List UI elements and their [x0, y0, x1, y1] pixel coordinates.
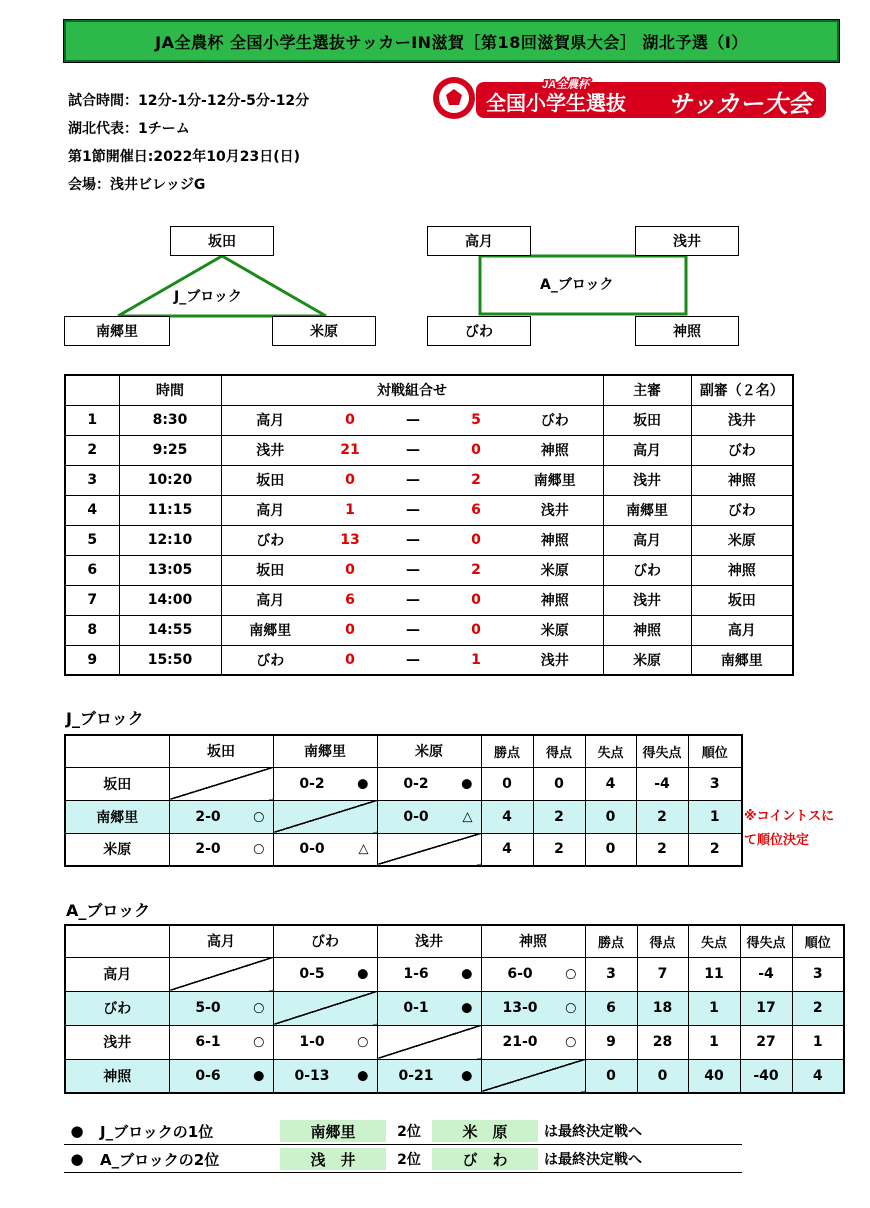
j-block-label: J_ブロック — [174, 289, 242, 305]
standings-col-stat: 得失点 — [740, 925, 792, 957]
match-score: 1-6 — [403, 966, 429, 982]
match-result-cell — [273, 1059, 377, 1093]
match-result-cell — [169, 1059, 273, 1093]
main-referee: 浅井 — [603, 585, 691, 615]
schedule-header-assistant: 副審（２名） — [691, 375, 793, 405]
main-referee: 南郷里 — [603, 495, 691, 525]
final-rank2: 2位 — [397, 1124, 421, 1140]
result-mark-icon: ● — [357, 776, 369, 791]
standings-col-stat: 得失点 — [636, 735, 688, 767]
away-team: 神照 — [507, 435, 603, 465]
final-rank2: 2位 — [397, 1152, 421, 1168]
match-time: 15:50 — [119, 645, 221, 675]
j-standings-table — [64, 734, 743, 867]
home-score: 0 — [319, 465, 381, 495]
info-date: 第1節開催日:2022年10月23日(日) — [68, 149, 301, 165]
final-line-a — [64, 1146, 742, 1173]
standings-col-team: 坂田 — [169, 735, 273, 767]
match-number: 5 — [65, 525, 119, 555]
standings-stat-value: 0 — [481, 767, 533, 800]
match-time: 9:25 — [119, 435, 221, 465]
standings-stat-value: 0 — [533, 767, 585, 800]
a-standings-table — [64, 924, 845, 1094]
standings-col-stat: 順位 — [792, 925, 844, 957]
match-score: 0-5 — [299, 966, 325, 982]
schedule-header-referee: 主審 — [603, 375, 691, 405]
main-referee: 坂田 — [603, 405, 691, 435]
standings-stat-value: 17 — [740, 991, 792, 1025]
match-number: 2 — [65, 435, 119, 465]
standings-col-stat: 失点 — [688, 925, 740, 957]
away-team: 米原 — [507, 615, 603, 645]
standings-stat-value: 2 — [688, 833, 742, 866]
standings-stat-value: 3 — [688, 767, 742, 800]
home-team: 高月 — [221, 585, 319, 615]
result-mark-icon: ● — [357, 966, 369, 982]
standings-stat-value: 11 — [688, 957, 740, 991]
score-dash: — — [381, 465, 445, 495]
schedule-row — [65, 615, 793, 645]
main-referee: びわ — [603, 555, 691, 585]
standings-stat-value: 9 — [585, 1025, 637, 1059]
info-venue: 会場：浅井ビレッジG — [68, 177, 206, 193]
score-dash: — — [381, 645, 445, 675]
match-result-cell — [377, 957, 481, 991]
match-time: 10:20 — [119, 465, 221, 495]
a-table-title: A_ブロック — [66, 901, 151, 920]
schedule-row — [65, 435, 793, 465]
match-score: 0-21 — [398, 1067, 434, 1084]
match-time: 11:15 — [119, 495, 221, 525]
assistant-referees: 浅井 — [691, 405, 793, 435]
result-mark-icon: ○ — [253, 841, 265, 857]
standings-stat-value: 7 — [637, 957, 688, 991]
j-block-team-left: 南郷里 — [64, 316, 170, 346]
away-score: 0 — [445, 435, 507, 465]
standings-stat-value: 18 — [637, 991, 688, 1025]
main-referee: 高月 — [603, 435, 691, 465]
standings-row — [65, 1025, 844, 1059]
standings-row — [65, 800, 742, 833]
standings-team-name: 南郷里 — [65, 800, 169, 833]
standings-col-team: 浅井 — [377, 925, 481, 957]
main-referee: 米原 — [603, 645, 691, 675]
schedule-header-row — [65, 375, 793, 405]
standings-col-team: びわ — [273, 925, 377, 957]
self-match-cell — [273, 800, 377, 833]
self-match-cell — [169, 767, 273, 800]
a-block-team-tl: 高月 — [427, 226, 531, 256]
result-mark-icon: ○ — [357, 1034, 369, 1050]
match-result-cell — [273, 767, 377, 800]
standings-stat-value: 2 — [636, 833, 688, 866]
result-mark-icon: ○ — [565, 1034, 577, 1050]
home-score: 0 — [319, 615, 381, 645]
match-score: 6-1 — [195, 1034, 221, 1050]
home-score: 0 — [319, 645, 381, 675]
schedule-row — [65, 645, 793, 675]
coin-toss-note-2: て順位決定 — [744, 833, 810, 848]
final-team2: び わ — [432, 1148, 538, 1170]
standings-corner — [65, 925, 169, 957]
main-referee: 高月 — [603, 525, 691, 555]
home-score: 1 — [319, 495, 381, 525]
match-number: 6 — [65, 555, 119, 585]
home-team: 南郷里 — [221, 615, 319, 645]
assistant-referees: 米原 — [691, 525, 793, 555]
home-score: 6 — [319, 585, 381, 615]
standings-row — [65, 991, 844, 1025]
final-label: A_ブロックの2位 — [100, 1150, 220, 1169]
standings-stat-value: 3 — [585, 957, 637, 991]
away-team: 浅井 — [507, 645, 603, 675]
score-dash: — — [381, 555, 445, 585]
match-score: 0-2 — [299, 775, 325, 792]
standings-stat-value: 4 — [481, 800, 533, 833]
score-dash: — — [381, 405, 445, 435]
result-mark-icon: ○ — [253, 1000, 265, 1016]
away-team: 神照 — [507, 585, 603, 615]
standings-row — [65, 833, 742, 866]
score-dash: — — [381, 585, 445, 615]
match-result-cell — [169, 1025, 273, 1059]
score-dash: — — [381, 495, 445, 525]
standings-stat-value: -4 — [636, 767, 688, 800]
standings-col-stat: 得点 — [637, 925, 688, 957]
match-number: 1 — [65, 405, 119, 435]
final-suffix: は最終決定戦へ — [544, 1124, 642, 1140]
standings-col-team: 南郷里 — [273, 735, 377, 767]
home-score: 21 — [319, 435, 381, 465]
standings-stat-value: 0 — [585, 800, 636, 833]
standings-col-stat: 得点 — [533, 735, 585, 767]
standings-row — [65, 957, 844, 991]
result-mark-icon: ○ — [253, 1034, 265, 1050]
match-result-cell — [377, 1059, 481, 1093]
assistant-referees: 坂田 — [691, 585, 793, 615]
self-match-cell — [273, 991, 377, 1025]
score-dash: — — [381, 525, 445, 555]
away-team: 南郷里 — [507, 465, 603, 495]
logo-main-text-2: サッカー大会 — [668, 90, 812, 118]
away-team: 米原 — [507, 555, 603, 585]
result-mark-icon: ○ — [253, 809, 265, 824]
result-mark-icon: △ — [358, 841, 369, 857]
match-result-cell — [481, 991, 585, 1025]
match-score: 21-0 — [502, 1034, 538, 1050]
a-block-label: A_ブロック — [540, 277, 614, 293]
match-result-cell — [169, 991, 273, 1025]
standings-col-stat: 勝点 — [481, 735, 533, 767]
away-team: 神照 — [507, 525, 603, 555]
coin-toss-note-1: ※コイントスに — [744, 809, 835, 824]
result-mark-icon: △ — [462, 809, 473, 824]
match-score: 0-2 — [403, 775, 429, 792]
standings-stat-value: 0 — [585, 1059, 637, 1093]
j-block-team-right: 米原 — [272, 316, 376, 346]
match-score: 0-0 — [403, 808, 429, 825]
standings-row — [65, 767, 742, 800]
match-time: 13:05 — [119, 555, 221, 585]
standings-col-stat: 勝点 — [585, 925, 637, 957]
final-label: J_ブロックの1位 — [100, 1122, 214, 1141]
home-team: びわ — [221, 645, 319, 675]
match-number: 9 — [65, 645, 119, 675]
assistant-referees: 神照 — [691, 465, 793, 495]
away-score: 2 — [445, 465, 507, 495]
match-time: 12:10 — [119, 525, 221, 555]
final-suffix: は最終決定戦へ — [544, 1152, 642, 1168]
standings-stat-value: 28 — [637, 1025, 688, 1059]
logo-small-text: JA全農杯 — [542, 79, 590, 91]
match-score: 2-0 — [195, 841, 221, 858]
match-score: 2-0 — [195, 808, 221, 825]
away-team: 浅井 — [507, 495, 603, 525]
home-team: 高月 — [221, 495, 319, 525]
match-score: 0-1 — [403, 1000, 429, 1016]
info-representative: 湖北代表：1チーム — [68, 121, 190, 137]
standings-stat-value: 1 — [688, 991, 740, 1025]
result-mark-icon: ● — [357, 1068, 369, 1084]
standings-team-name: 神照 — [65, 1059, 169, 1093]
bullet-icon: ● — [70, 1150, 84, 1168]
a-block-team-tr: 浅井 — [635, 226, 739, 256]
assistant-referees: 高月 — [691, 615, 793, 645]
away-score: 2 — [445, 555, 507, 585]
schedule-header-matchup: 対戦組合せ — [221, 375, 603, 405]
standings-corner — [65, 735, 169, 767]
standings-stat-value: 0 — [585, 833, 636, 866]
schedule-row — [65, 555, 793, 585]
self-match-cell — [481, 1059, 585, 1093]
standings-col-team: 神照 — [481, 925, 585, 957]
match-result-cell — [377, 767, 481, 800]
home-score: 0 — [319, 405, 381, 435]
match-score: 5-0 — [195, 1000, 221, 1016]
standings-stat-value: 40 — [688, 1059, 740, 1093]
match-result-cell — [273, 1025, 377, 1059]
home-score: 13 — [319, 525, 381, 555]
standings-stat-value: 4 — [585, 767, 636, 800]
standings-team-name: 浅井 — [65, 1025, 169, 1059]
match-result-cell — [169, 800, 273, 833]
standings-stat-value: 6 — [585, 991, 637, 1025]
match-number: 3 — [65, 465, 119, 495]
assistant-referees: 神照 — [691, 555, 793, 585]
match-score: 0-6 — [195, 1067, 221, 1084]
info-match-time: 試合時間：12分-1分-12分-5分-12分 — [68, 93, 310, 109]
score-dash: — — [381, 435, 445, 465]
a-block-team-bl: びわ — [427, 316, 531, 346]
standings-stat-value: 27 — [740, 1025, 792, 1059]
match-result-cell — [377, 991, 481, 1025]
standings-stat-value: 1 — [688, 800, 742, 833]
assistant-referees: びわ — [691, 495, 793, 525]
result-mark-icon: ○ — [565, 966, 577, 982]
self-match-cell — [377, 833, 481, 866]
page-banner: JA全農杯 全国小学生選抜サッカーIN滋賀［第18回滋賀県大会］ 湖北予選（Ⅰ） — [64, 20, 839, 62]
home-team: びわ — [221, 525, 319, 555]
away-score: 0 — [445, 585, 507, 615]
match-result-cell — [273, 833, 377, 866]
logo-main-text: 全国小学生選抜 — [486, 91, 626, 115]
result-mark-icon: ○ — [565, 1000, 577, 1016]
match-time: 8:30 — [119, 405, 221, 435]
standings-col-stat: 順位 — [688, 735, 742, 767]
schedule-row — [65, 405, 793, 435]
standings-stat-value: 3 — [792, 957, 844, 991]
match-number: 4 — [65, 495, 119, 525]
self-match-cell — [169, 957, 273, 991]
away-score: 5 — [445, 405, 507, 435]
standings-team-name: 米原 — [65, 833, 169, 866]
home-team: 浅井 — [221, 435, 319, 465]
schedule-row — [65, 525, 793, 555]
away-score: 0 — [445, 615, 507, 645]
standings-stat-value: 2 — [533, 833, 585, 866]
schedule-row — [65, 465, 793, 495]
result-mark-icon: ● — [461, 1000, 473, 1016]
match-score: 1-0 — [299, 1034, 325, 1050]
standings-stat-value: -4 — [740, 957, 792, 991]
j-block-team-top: 坂田 — [170, 226, 274, 256]
result-mark-icon: ● — [461, 1068, 473, 1084]
standings-stat-value: 4 — [481, 833, 533, 866]
score-dash: — — [381, 615, 445, 645]
self-match-cell — [377, 1025, 481, 1059]
standings-team-name: びわ — [65, 991, 169, 1025]
home-team: 高月 — [221, 405, 319, 435]
match-score: 13-0 — [502, 1000, 538, 1016]
assistant-referees: 南郷里 — [691, 645, 793, 675]
match-result-cell — [481, 957, 585, 991]
away-team: びわ — [507, 405, 603, 435]
home-score: 0 — [319, 555, 381, 585]
result-mark-icon: ● — [461, 966, 473, 982]
match-score: 0-13 — [294, 1067, 330, 1084]
main-referee: 浅井 — [603, 465, 691, 495]
schedule-row — [65, 585, 793, 615]
main-referee: 神照 — [603, 615, 691, 645]
standings-team-name: 高月 — [65, 957, 169, 991]
final-team2: 米 原 — [432, 1120, 538, 1142]
match-score: 6-0 — [507, 966, 533, 982]
final-line-j — [64, 1118, 742, 1145]
standings-row — [65, 1059, 844, 1093]
standings-stat-value: 2 — [533, 800, 585, 833]
result-mark-icon: ● — [461, 776, 473, 791]
match-result-cell — [273, 957, 377, 991]
match-time: 14:55 — [119, 615, 221, 645]
away-score: 0 — [445, 525, 507, 555]
bullet-icon: ● — [70, 1122, 84, 1140]
match-time: 14:00 — [119, 585, 221, 615]
away-score: 6 — [445, 495, 507, 525]
a-block-team-br: 神照 — [635, 316, 739, 346]
standings-header-row — [65, 735, 742, 767]
match-number: 7 — [65, 585, 119, 615]
assistant-referees: びわ — [691, 435, 793, 465]
standings-stat-value: 4 — [792, 1059, 844, 1093]
schedule-table — [64, 374, 794, 676]
match-score: 0-0 — [299, 841, 325, 858]
standings-team-name: 坂田 — [65, 767, 169, 800]
final-team1: 南郷里 — [280, 1120, 386, 1142]
standings-stat-value: 0 — [637, 1059, 688, 1093]
j-table-title: J_ブロック — [66, 709, 144, 728]
schedule-header-time: 時間 — [119, 375, 221, 405]
standings-stat-value: 2 — [792, 991, 844, 1025]
standings-col-team: 高月 — [169, 925, 273, 957]
final-team1: 浅 井 — [280, 1148, 386, 1170]
schedule-row — [65, 495, 793, 525]
standings-stat-value: 2 — [636, 800, 688, 833]
match-result-cell — [481, 1025, 585, 1059]
standings-stat-value: -40 — [740, 1059, 792, 1093]
standings-stat-value: 1 — [792, 1025, 844, 1059]
standings-stat-value: 1 — [688, 1025, 740, 1059]
result-mark-icon: ● — [253, 1068, 265, 1084]
j-block-diagram-lines — [0, 0, 870, 360]
standings-col-stat: 失点 — [585, 735, 636, 767]
home-team: 坂田 — [221, 555, 319, 585]
standings-header-row — [65, 925, 844, 957]
match-result-cell — [377, 800, 481, 833]
standings-col-team: 米原 — [377, 735, 481, 767]
match-result-cell — [169, 833, 273, 866]
home-team: 坂田 — [221, 465, 319, 495]
schedule-header-no — [65, 375, 119, 405]
match-number: 8 — [65, 615, 119, 645]
away-score: 1 — [445, 645, 507, 675]
